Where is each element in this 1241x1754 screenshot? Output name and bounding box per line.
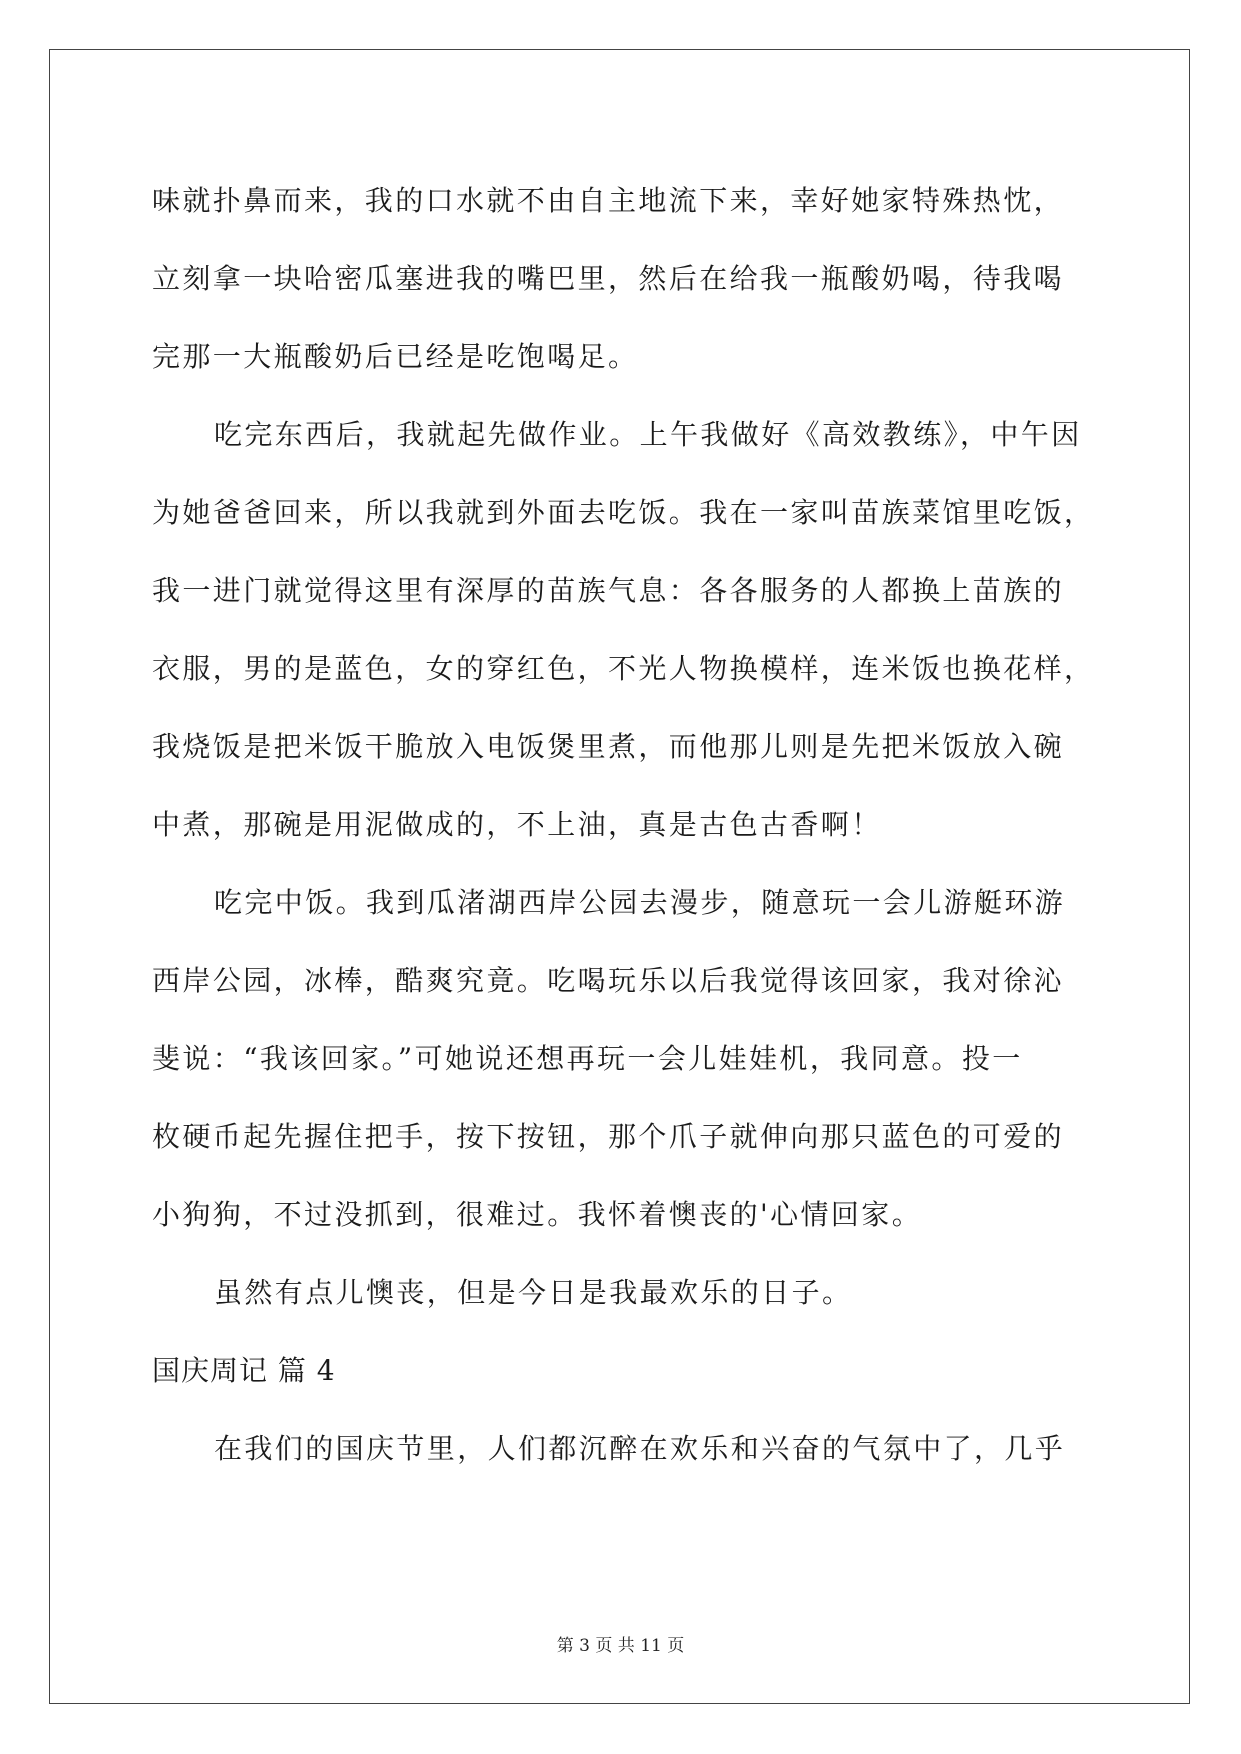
paragraph-line: 中煮，那碗是用泥做成的，不上油，真是古色古香啊！ bbox=[152, 808, 882, 841]
paragraph-line: 味就扑鼻而来，我的口水就不由自主地流下来，幸好她家特殊热忱， bbox=[152, 184, 1065, 217]
page-number-footer: 第 3 页 共 11 页 bbox=[556, 1636, 685, 1656]
section-heading: 国庆周记 篇 4 bbox=[152, 1354, 336, 1387]
paragraph-line: 我烧饭是把米饭干脆放入电饭煲里煮，而他那儿则是先把米饭放入碗 bbox=[152, 730, 1065, 763]
paragraph-line: 西岸公园，冰棒，酷爽究竟。吃喝玩乐以后我觉得该回家，我对徐沁 bbox=[152, 964, 1065, 997]
paragraph-line: 小狗狗，不过没抓到，很难过。我怀着懊丧的'心情回家。 bbox=[152, 1198, 923, 1231]
paragraph-line: 我一进门就觉得这里有深厚的苗族气息：各各服务的人都换上苗族的 bbox=[152, 574, 1065, 607]
paragraph-line: 为她爸爸回来，所以我就到外面去吃饭。我在一家叫苗族菜馆里吃饭， bbox=[152, 496, 1095, 529]
paragraph-line: 虽然有点儿懊丧，但是今日是我最欢乐的日子。 bbox=[214, 1276, 853, 1309]
paragraph-line: 吃完中饭。我到瓜渚湖西岸公园去漫步，随意玩一会儿游艇环游 bbox=[214, 886, 1066, 919]
document-body bbox=[152, 162, 1095, 1488]
paragraph-line: 衣服，男的是蓝色，女的穿红色，不光人物换模样，连米饭也换花样， bbox=[152, 652, 1095, 685]
paragraph-line: 立刻拿一块哈密瓜塞进我的嘴巴里，然后在给我一瓶酸奶喝，待我喝 bbox=[152, 262, 1065, 295]
paragraph-line: 枚硬币起先握住把手，按下按钮，那个爪子就伸向那只蓝色的可爱的 bbox=[152, 1120, 1065, 1153]
paragraph-line: 在我们的国庆节里，人们都沉醉在欢乐和兴奋的气氛中了，几乎 bbox=[214, 1432, 1066, 1465]
paragraph-line: 斐说：“我该回家。”可她说还想再玩一会儿娃娃机，我同意。投一 bbox=[152, 1042, 1023, 1075]
paragraph-line: 吃完东西后，我就起先做作业。上午我做好《高效教练》，中午因 bbox=[214, 418, 1082, 451]
paragraph-line: 完那一大瓶酸奶后已经是吃饱喝足。 bbox=[152, 340, 639, 373]
